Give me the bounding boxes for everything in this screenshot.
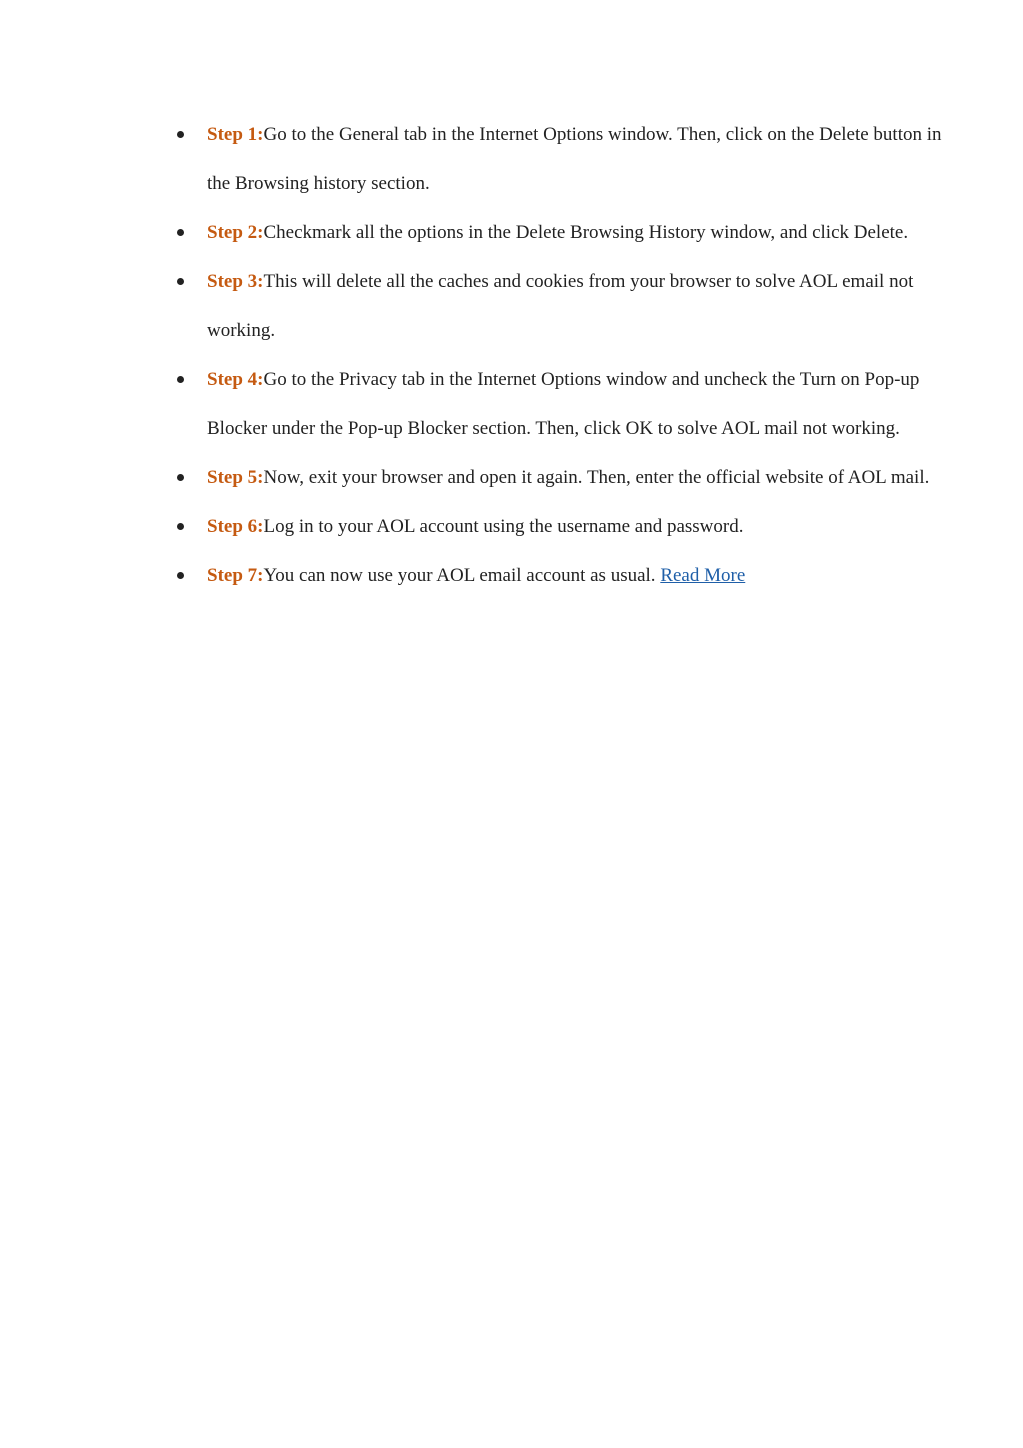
step-item-1 [207,110,957,208]
step-text: Log in to your AOL account using the username and password. [263,516,744,537]
bullet-icon [177,572,184,579]
step-label: Step 7: [207,565,264,586]
step-label: Step 6: [207,516,264,537]
step-text: Go to the General tab in the Internet Options window. Then, click on the Delete button in the Browsing history section. [207,124,942,194]
step-text: Now, exit your browser and open it again. Then, enter the official website of AOL mail. [263,467,930,488]
step-text: Checkmark all the options in the Delete Browsing History window, and click Delete. [263,222,909,243]
read-more-link[interactable]: Read More [660,565,746,586]
bullet-icon [177,278,184,285]
bullet-icon [177,474,184,481]
step-item-4 [207,355,957,453]
step-text: Go to the Privacy tab in the Internet Options window and uncheck the Turn on Pop-up Blocker under the Pop-up Blocker section. Then, click OK to solve AOL mail not working. [207,369,920,439]
bullet-icon [177,131,184,138]
steps-list [207,110,957,600]
bullet-icon [177,376,184,383]
bullet-icon [177,229,184,236]
step-label: Step 2: [207,222,264,243]
step-label: Step 5: [207,467,264,488]
step-item-6 [207,502,957,551]
step-item-3 [207,257,957,355]
bullet-icon [177,523,184,530]
step-item-2 [207,208,957,257]
step-item-5 [207,453,957,502]
step-text: You can now use your AOL email account as usual. [263,565,661,586]
step-label: Step 1: [207,124,264,145]
step-item-7 [207,551,957,600]
step-label: Step 3: [207,271,264,292]
step-label: Step 4: [207,369,264,390]
step-text: This will delete all the caches and cookies from your browser to solve AOL email not working. [207,271,914,341]
